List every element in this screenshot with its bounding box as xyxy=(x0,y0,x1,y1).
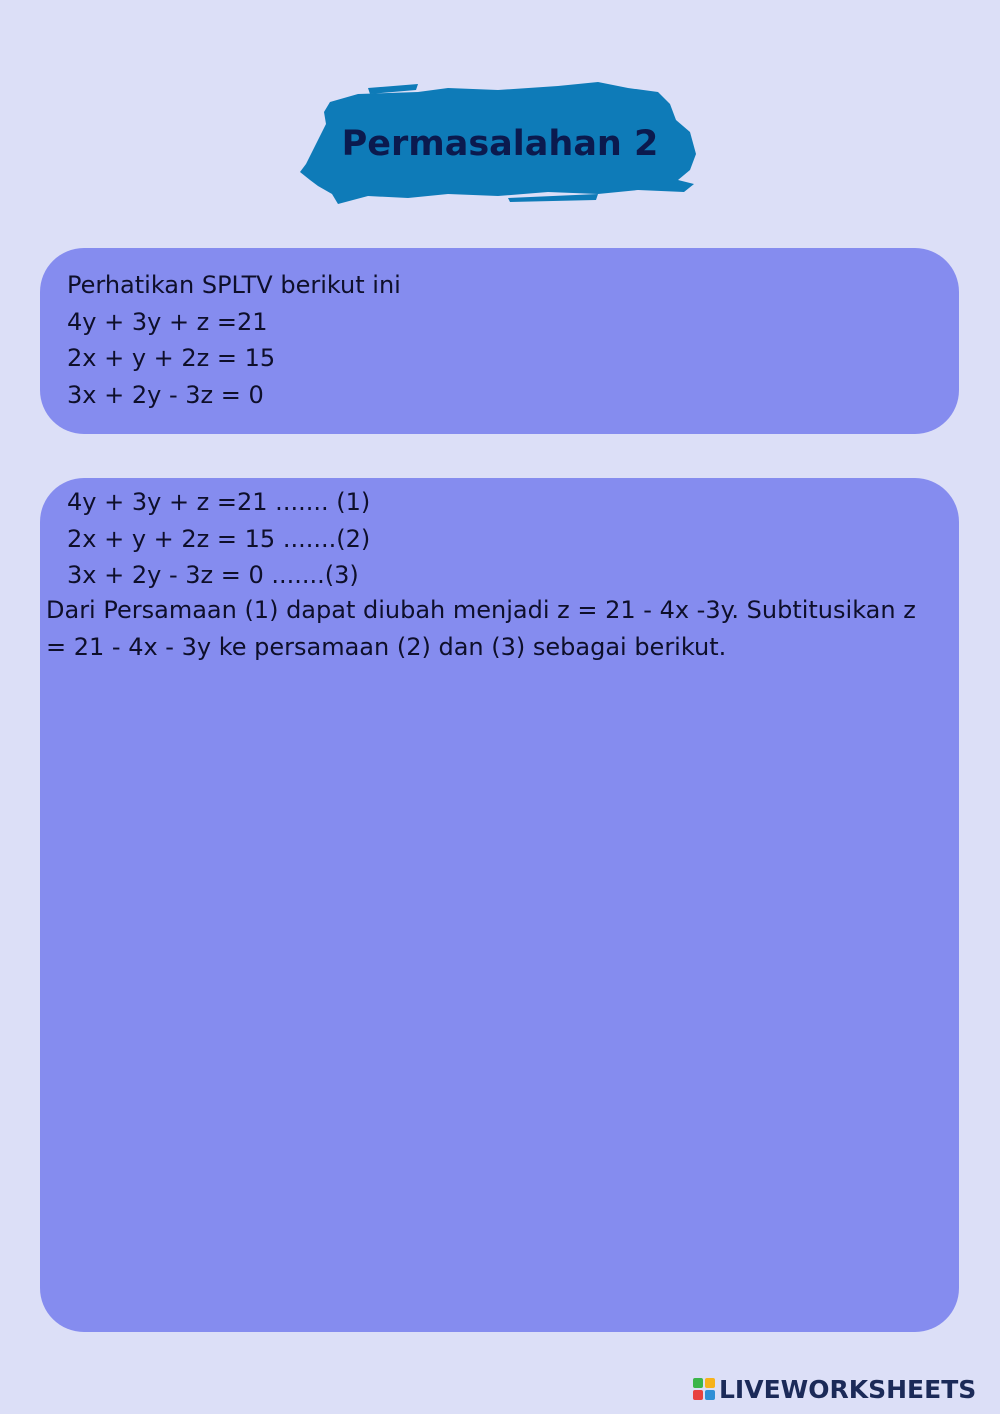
brand-footer xyxy=(693,1373,976,1405)
page-title: Permasalahan 2 xyxy=(341,124,659,164)
brand-name: LIVEWORKSHEETS xyxy=(719,1374,977,1404)
solution-panel xyxy=(40,478,959,1332)
problem-intro: Perhatikan SPLTV berikut ini xyxy=(67,271,401,299)
solution-paragraph: Dari Persamaan (1) dapat diubah menjadi z = 21 - 4x -3y. Subtitusikan z = 21 - 4x - 3y ke persamaan (2) dan (3) sebagai berikut. xyxy=(46,596,916,661)
problem-equation-2: 2x + y + 2z = 15 xyxy=(67,344,276,372)
solution-equation-2: 2x + y + 2z = 15 .......(2) xyxy=(67,525,371,553)
liveworksheets-logo-icon xyxy=(693,1378,715,1400)
solution-equation-3: 3x + 2y - 3z = 0 .......(3) xyxy=(67,561,359,589)
solution-equation-1: 4y + 3y + z =21 ....... (1) xyxy=(67,488,371,516)
problem-equation-1: 4y + 3y + z =21 xyxy=(67,308,268,336)
title-banner xyxy=(298,80,702,208)
problem-panel xyxy=(40,248,959,434)
problem-equation-3: 3x + 2y - 3z = 0 xyxy=(67,381,264,409)
